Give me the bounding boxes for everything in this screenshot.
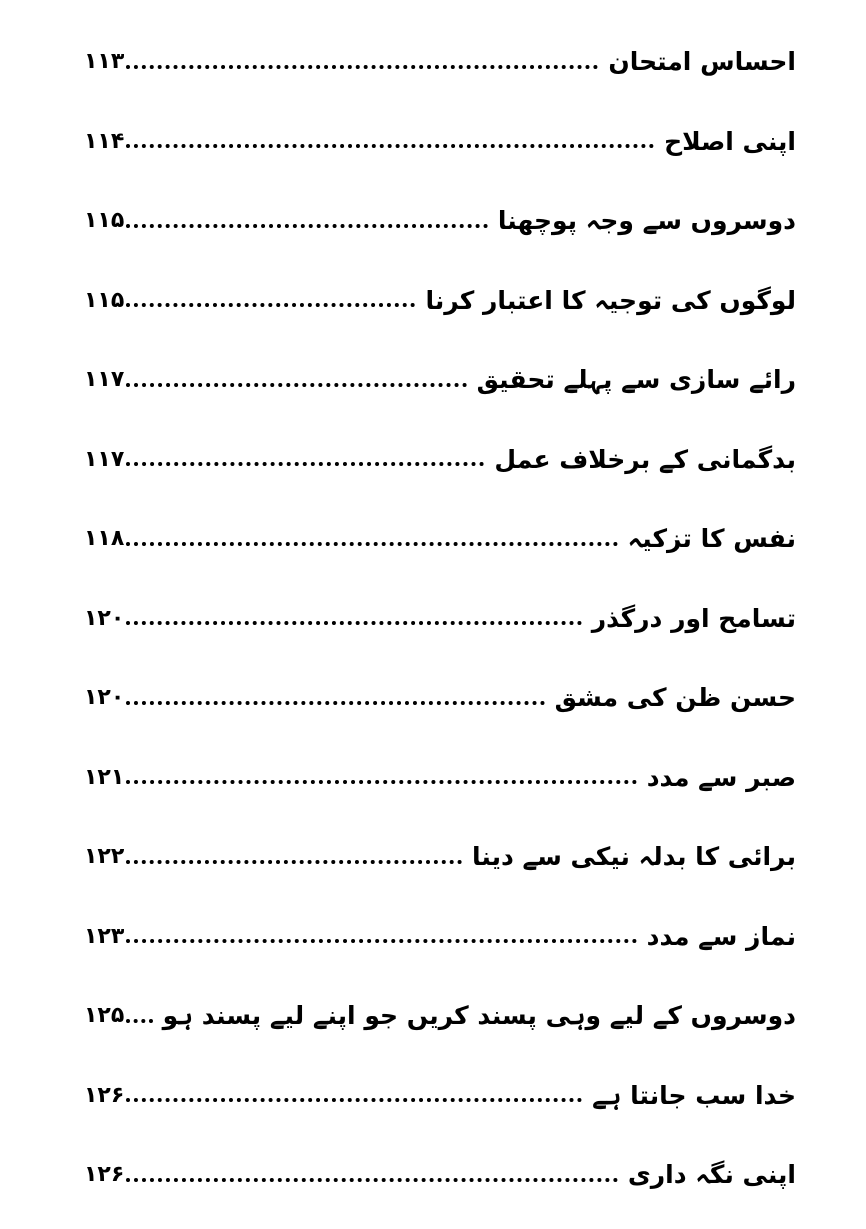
toc-entry	[84, 22, 796, 102]
toc-entry-title: صبر سے مدد	[646, 762, 796, 792]
toc-entry-title: برائی کا بدلہ نیکی سے دینا	[472, 842, 796, 872]
toc-entry-title: احساس امتحان	[608, 47, 796, 77]
toc-page-number: ۱۱۵	[84, 287, 125, 313]
toc-entry-title: لوگوں کی توجیہ کا اعتبار کرنا	[425, 285, 796, 315]
dot-leader	[126, 542, 618, 546]
toc-page-number: ۱۲۰	[84, 605, 125, 631]
toc-entry	[84, 658, 796, 738]
dot-leader	[126, 1098, 582, 1102]
toc-entry-title: نفس کا تزکیہ	[627, 524, 796, 554]
toc-entry-title: رائے سازی سے پہلے تحقیق	[476, 365, 796, 395]
toc-entry-title: حسن ظن کی مشق	[554, 683, 796, 713]
toc-entry	[84, 579, 796, 659]
toc-page-number: ۱۲۶	[84, 1082, 125, 1108]
toc-entry	[84, 340, 796, 420]
toc-entry-title: دوسروں سے وجہ پوچھنا	[497, 206, 796, 236]
toc-entry-title: تسامح اور درگذر	[591, 603, 796, 633]
toc-entry	[84, 420, 796, 500]
dot-leader	[126, 224, 488, 228]
toc-entry	[84, 738, 796, 818]
toc-entry-title: نماز سے مدد	[646, 921, 796, 951]
dot-leader	[126, 621, 582, 625]
dot-leader	[126, 65, 598, 69]
toc-page-number: ۱۲۶	[84, 1162, 125, 1188]
dot-leader	[126, 383, 467, 387]
dot-leader	[126, 939, 637, 943]
dot-leader	[126, 860, 462, 864]
toc-entry-title: بدگمانی کے برخلاف عمل	[494, 444, 796, 474]
toc-page-number: ۱۲۲	[84, 844, 125, 870]
toc-page-number: ۱۱۷	[84, 446, 125, 472]
toc-entry	[84, 976, 796, 1056]
dot-leader	[126, 780, 637, 784]
dot-leader	[126, 144, 654, 148]
toc-entry	[84, 897, 796, 977]
toc-page-number: ۱۱۷	[84, 367, 125, 393]
toc-page-number: ۱۲۵	[84, 1003, 125, 1029]
table-of-contents	[84, 22, 796, 1215]
toc-entry	[84, 102, 796, 182]
toc-entry-title: اپنی اصلاح	[664, 126, 796, 156]
toc-page-number: ۱۱۳	[84, 49, 125, 75]
dot-leader	[126, 1019, 153, 1023]
toc-entry	[84, 499, 796, 579]
toc-page-number: ۱۱۸	[84, 526, 125, 552]
toc-page-number: ۱۲۱	[84, 764, 125, 790]
toc-entry-title: دوسروں کے لیے وہی پسند کریں جو اپنے لیے پسند ہو	[162, 1001, 796, 1031]
toc-entry	[84, 261, 796, 341]
toc-page-number: ۱۲۳	[84, 923, 125, 949]
dot-leader	[126, 701, 545, 705]
toc-page-number: ۱۱۴	[84, 128, 125, 154]
toc-entry	[84, 181, 796, 261]
dot-leader	[126, 462, 484, 466]
toc-entry	[84, 817, 796, 897]
toc-page-number: ۱۱۵	[84, 208, 125, 234]
dot-leader	[126, 1178, 618, 1182]
dot-leader	[126, 303, 415, 307]
toc-entry-title: اپنی نگہ داری	[627, 1160, 796, 1190]
toc-entry-title: خدا سب جانتا ہے	[592, 1080, 796, 1110]
toc-page-number: ۱۲۰	[84, 685, 125, 711]
toc-entry	[84, 1135, 796, 1215]
toc-entry	[84, 1056, 796, 1136]
